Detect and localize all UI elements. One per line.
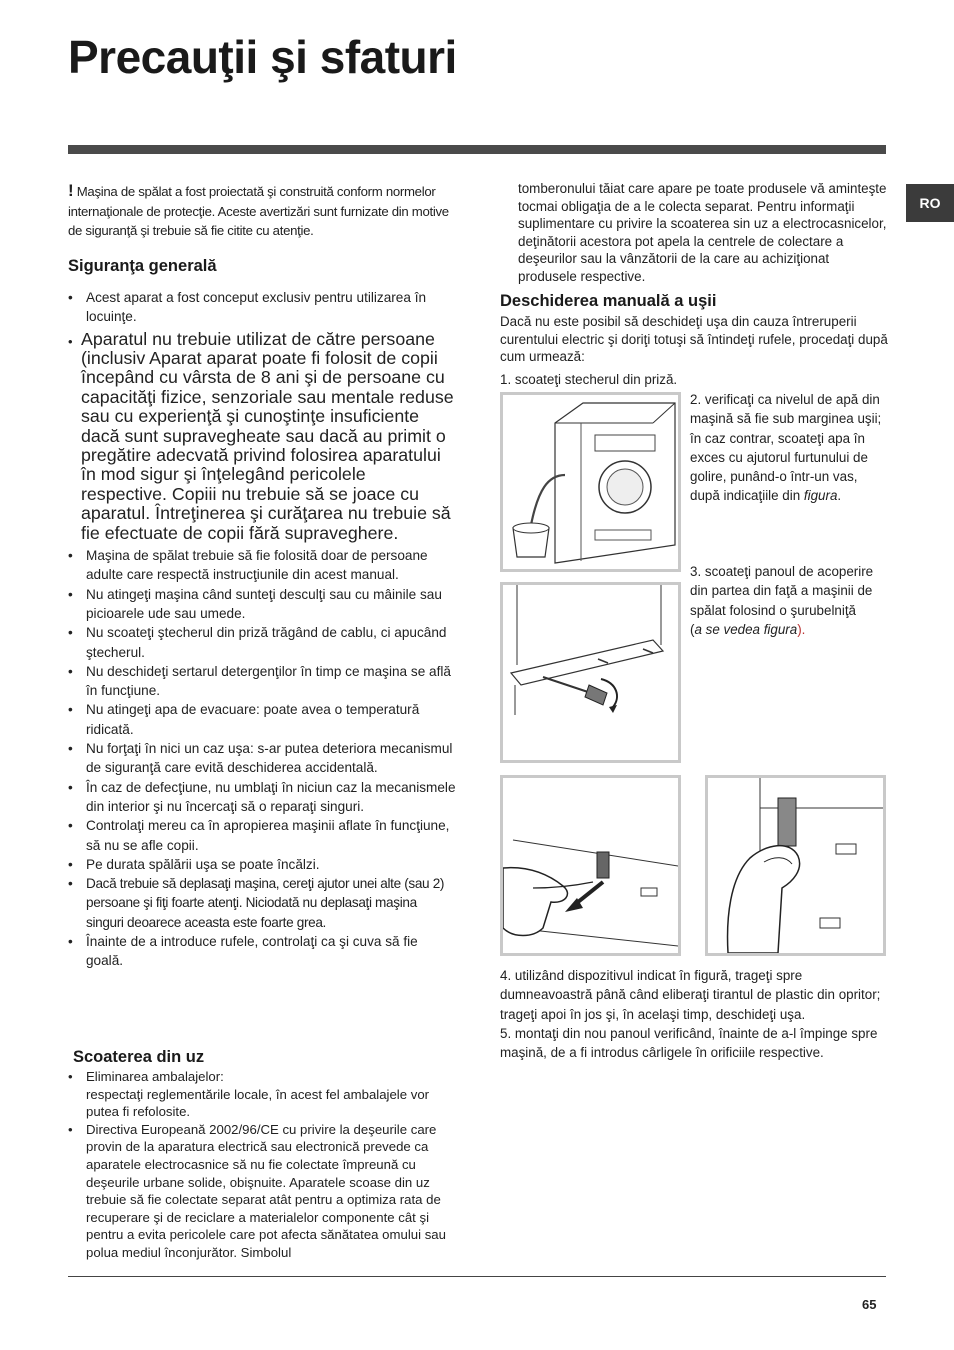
warning-mark: ! — [68, 181, 74, 200]
list-item: • Nu scoateţi ştecherul din priză trăgând de cablu, ci apucând ştecherul. — [68, 623, 456, 662]
hand-tab-illustration — [708, 778, 883, 953]
list-item: • Pe durata spălării uşa se poate încălzi. — [68, 855, 456, 874]
page-number: 65 — [862, 1297, 877, 1312]
step-3 — [690, 562, 890, 639]
list-item: • Înainte de a introduce rufele, controlaţi ca şi cuva să fie goală. — [68, 932, 456, 971]
disposal-item1-title: Eliminarea ambalajelor: — [86, 1069, 224, 1084]
disposal-continued: tomberonului tăiat care apare pe toate produsele vă aminteşte tocmai obligaţia de a le colecta separat. Pentru informaţii suplimentare cu privire la scoaterea sin uz a electrocasnicelor, deţinătorii acestora pot apela la centrele de colectare a deşeurilor sau la vânzătorii de la care au achiziţionat produsele respective. — [518, 181, 887, 284]
figure-open-door — [705, 775, 886, 956]
list-item: • Nu atingeţi apa de evacuare: poate avea o temperatură ridicată. — [68, 700, 456, 739]
step-4: 4. utilizând dispozitivul indicat în figură, trageţi spre dumneavoastră până când eliberaţi tirantul de plastic din opritor; trageţi apoi în jos şi, în acelaşi timp, deschideţi uşa. — [500, 968, 881, 1022]
list-item: • Maşina de spălat trebuie să fie folosită doar de persoane adulte care respectă instrucţiunile din acest manual. — [68, 546, 456, 585]
list-item: • Nu forţaţi în nici un caz uşa: s-ar putea deteriora mecanismul de siguranţă care evită deschiderea accidentală. — [68, 739, 456, 778]
figure-drain-water — [500, 392, 681, 572]
list-item — [68, 1068, 456, 1121]
step-3-figure-ref: a se vedea figura — [694, 621, 798, 637]
list-item: • Directiva Europeană 2002/96/CE cu privire la deşeurile care provin de la aparatura electrică sau electronică prevede ca aparatele electrocasnice să nu fie colectate împreună cu deşeurile urbane solide, obişnuite. Aparatele scoase din uz trebuie să fie colectate separat atât pentru a optimiza rata de recuperare şi de reciclare a materialelor componente cât şi pentru a evita pericolele care pot afecta sănătatea omului sau polua mediul înconjurător. Simbolul — [68, 1121, 456, 1262]
list-item: • Dacă trebuie să deplasaţi maşina, cereţi ajutor unei alte (sau 2) persoane şi fiţi foarte atenţi. Niciodată nu deplasaţi maşina singuri deoarece aceasta este foarte grea. — [68, 874, 456, 932]
intro-text: Maşina de spălat a fost proiectată şi construită conform normelor internaţionale de protecţie. Aceste avertizări sunt furnizate din motive de siguranţă şi trebuie să fie citite cu atenţie. — [68, 184, 449, 238]
manual-door-heading: Deschiderea manuală a uşii — [500, 292, 717, 310]
step-3-paren-close: ). — [797, 621, 806, 637]
step-2-end: . — [837, 488, 842, 504]
safety-list — [68, 288, 456, 971]
step-2-figure-ref: figura — [803, 488, 838, 504]
step-1: 1. scoateţi stecherul din priză. — [500, 372, 678, 387]
washer-drain-illustration — [503, 395, 678, 569]
safety-heading: Siguranţa generală — [68, 257, 217, 275]
step-2-text: 2. verificaţi ca nivelul de apă din maşină să fie sub marginea uşii; în caz contrar, scoateţi apa în exces cu ajutorul furtunului de golire, punând-o într-un vas, după indicaţiile din — [690, 392, 882, 504]
footer-divider — [68, 1276, 886, 1277]
figure-pull-tab — [500, 775, 681, 956]
list-item: • Aparatul nu trebuie utilizat de către persoane (inclusiv Aparat aparat poate fi folosit de copii începând cu vârsta de 8 ani şi de persoane cu capacităţi fizice, senzoriale sau mentale reduse sau cu experienţă şi cunoştinţe insuficiente dacă sunt supravegheate sau dacă au primit o pregătire adecvată privind folosirea aparatului în mod sigur şi înţelegând pericolele respective. Copiii nu trebuie să se joace cu aparatul. Întreţinerea şi curăţarea nu trebuie să fie efectuate de copii fără supraveghere. — [68, 330, 456, 543]
list-item: • Nu atingeţi maşina când sunteţi desculţi sau cu mâinile sau picioarele ude sau umede. — [68, 585, 456, 624]
step-5: 5. montaţi din nou panoul verificând, înainte de a-l împinge spre maşină, de a fi introdus cârligele în orificiile respective. — [500, 1026, 878, 1061]
disposal-item1-text: respectaţi reglementările locale, în acest fel ambalajele vor putea fi refolosite. — [86, 1086, 430, 1120]
list-item: • Nu deschideţi sertarul detergenţilor în timp ce maşina se află în funcţiune. — [68, 662, 456, 701]
title-divider — [68, 145, 886, 154]
step-2 — [690, 390, 890, 506]
list-item: • În caz de defecţiune, nu umblaţi în niciun caz la mecanismele din interior şi nu încercaţi să o reparaţi singuri. — [68, 778, 456, 817]
list-item: • Acest aparat a fost conceput exclusiv pentru utilizarea în locuinţe. — [68, 288, 456, 327]
panel-screwdriver-illustration — [503, 585, 678, 760]
manual-door-intro: Dacă nu este posibil să deschideţi uşa din cauza întreruperii curentului electric şi doriţi totuşi să întindeţi rufele, procedaţi după cum urmează: — [500, 314, 888, 365]
disposal-list — [68, 1068, 456, 1262]
page-title: Precauţii şi sfaturi — [68, 31, 457, 83]
disposal-heading: Scoaterea din uz — [73, 1048, 205, 1066]
intro-warning — [68, 181, 460, 241]
figure-remove-panel — [500, 582, 681, 763]
list-item: • Controlaţi mereu ca în apropierea maşinii aflate în funcţiune, să nu se afle copii. — [68, 816, 456, 855]
hand-pull-illustration — [503, 778, 678, 953]
step-3-text: 3. scoateţi panoul de acoperire din partea din faţă a maşinii de spălat folosind o şurubelniţă — [690, 564, 874, 618]
step-3-paren-open: ( — [690, 621, 695, 637]
language-tab: RO — [906, 184, 954, 222]
